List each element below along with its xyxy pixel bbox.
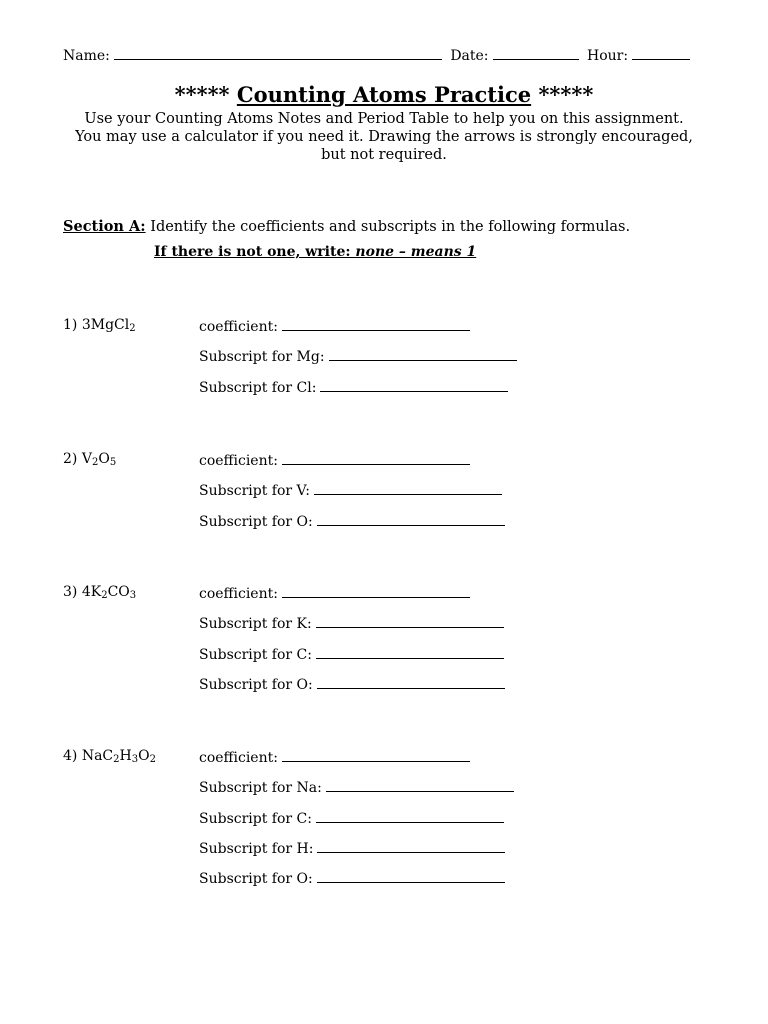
- instructions: [60, 110, 708, 164]
- answer-label: Subscript for C:: [199, 811, 312, 827]
- answer-row: [199, 644, 504, 664]
- answer-blank[interactable]: [317, 511, 505, 526]
- answer-row: [199, 808, 504, 828]
- title-main: Counting Atoms Practice: [236, 82, 532, 107]
- name-label: Name:: [63, 48, 110, 64]
- answer-blank[interactable]: [316, 808, 504, 823]
- question-number: 4): [63, 748, 82, 764]
- answer-row: [199, 613, 504, 633]
- question-number: 2): [63, 451, 82, 467]
- formula-subscript: 2: [149, 754, 156, 765]
- formula-text: V: [81, 451, 92, 467]
- answer-blank[interactable]: [282, 583, 470, 598]
- answer-row: [199, 346, 517, 366]
- instructions-line: but not required.: [321, 147, 447, 163]
- answer-blank[interactable]: [316, 644, 504, 659]
- instructions-line: Use your Counting Atoms Notes and Period Table to help you on this assignment.: [84, 111, 684, 127]
- formula-subscript: 3: [131, 754, 139, 765]
- hour-field[interactable]: [632, 46, 690, 60]
- answer-label: Subscript for Mg:: [199, 349, 325, 365]
- answer-blank[interactable]: [317, 868, 505, 883]
- answer-blank[interactable]: [320, 377, 508, 392]
- answer-blank[interactable]: [317, 838, 505, 853]
- answer-blank[interactable]: [329, 346, 517, 361]
- question-number: 3): [63, 584, 82, 600]
- answer-row: [199, 511, 505, 531]
- title-stars-right: *****: [538, 82, 594, 107]
- answer-row: [199, 747, 470, 767]
- section-a-text: Identify the coefficients and subscripts in the following formulas.: [150, 219, 631, 235]
- note-emphasis: none – means 1: [355, 244, 477, 260]
- section-a-heading: [63, 218, 630, 236]
- question-number: 1): [63, 317, 82, 333]
- section-a-label: Section A:: [63, 218, 146, 235]
- answer-label: Subscript for O:: [199, 677, 313, 693]
- formula-subscript: 2: [91, 457, 99, 468]
- answer-label: Subscript for Na:: [199, 780, 322, 796]
- title-stars-left: *****: [174, 82, 230, 107]
- answer-blank[interactable]: [317, 674, 505, 689]
- answer-row: [199, 450, 470, 470]
- answer-row: [199, 377, 508, 397]
- formula-text: O: [98, 451, 110, 467]
- question-formula: [63, 583, 136, 601]
- answer-row: [199, 868, 505, 888]
- answer-label: Subscript for Cl:: [199, 380, 317, 396]
- formula-text: 4K: [81, 584, 102, 600]
- answer-label: Subscript for O:: [199, 514, 313, 530]
- answer-label: Subscript for H:: [199, 841, 314, 857]
- date-field[interactable]: [493, 46, 579, 60]
- question-formula: [63, 747, 156, 765]
- formula-subscript: 2: [101, 590, 108, 601]
- answer-label: coefficient:: [199, 319, 278, 335]
- formula-text: O: [138, 748, 150, 764]
- answer-blank[interactable]: [282, 316, 470, 331]
- answer-blank[interactable]: [326, 777, 514, 792]
- answer-row: [199, 316, 470, 336]
- note-prefix: If there is not one, write:: [154, 244, 356, 260]
- formula-text: H: [119, 748, 132, 764]
- hour-label: Hour:: [586, 48, 629, 64]
- formula-text: CO: [107, 584, 130, 600]
- answer-row: [199, 674, 505, 694]
- formula-subscript: 2: [129, 323, 136, 334]
- answer-label: Subscript for V:: [199, 483, 310, 499]
- section-a-note: [154, 243, 476, 261]
- formula-subscript: 3: [129, 590, 137, 601]
- page-title: [0, 82, 768, 108]
- answer-row: [199, 838, 505, 858]
- formula-text: NaC: [81, 748, 114, 764]
- answer-row: [199, 777, 514, 797]
- answer-row: [199, 583, 470, 603]
- answer-label: Subscript for O:: [199, 871, 313, 887]
- answer-row: [199, 480, 502, 500]
- answer-label: coefficient:: [199, 453, 278, 469]
- student-info-row: [63, 46, 703, 65]
- answer-blank[interactable]: [314, 480, 502, 495]
- formula-text: 3MgCl: [81, 317, 130, 333]
- answer-label: Subscript for C:: [199, 647, 312, 663]
- answer-blank[interactable]: [282, 747, 470, 762]
- question-formula: [63, 316, 136, 334]
- formula-subscript: 2: [113, 754, 120, 765]
- answer-label: coefficient:: [199, 586, 278, 602]
- formula-subscript: 5: [109, 457, 117, 468]
- instructions-line: You may use a calculator if you need it. Drawing the arrows is strongly encouraged,: [75, 129, 693, 145]
- date-label: Date:: [450, 48, 489, 64]
- answer-label: Subscript for K:: [199, 616, 312, 632]
- answer-label: coefficient:: [199, 750, 278, 766]
- name-field[interactable]: [114, 46, 442, 60]
- question-formula: [63, 450, 116, 468]
- answer-blank[interactable]: [316, 613, 504, 628]
- answer-blank[interactable]: [282, 450, 470, 465]
